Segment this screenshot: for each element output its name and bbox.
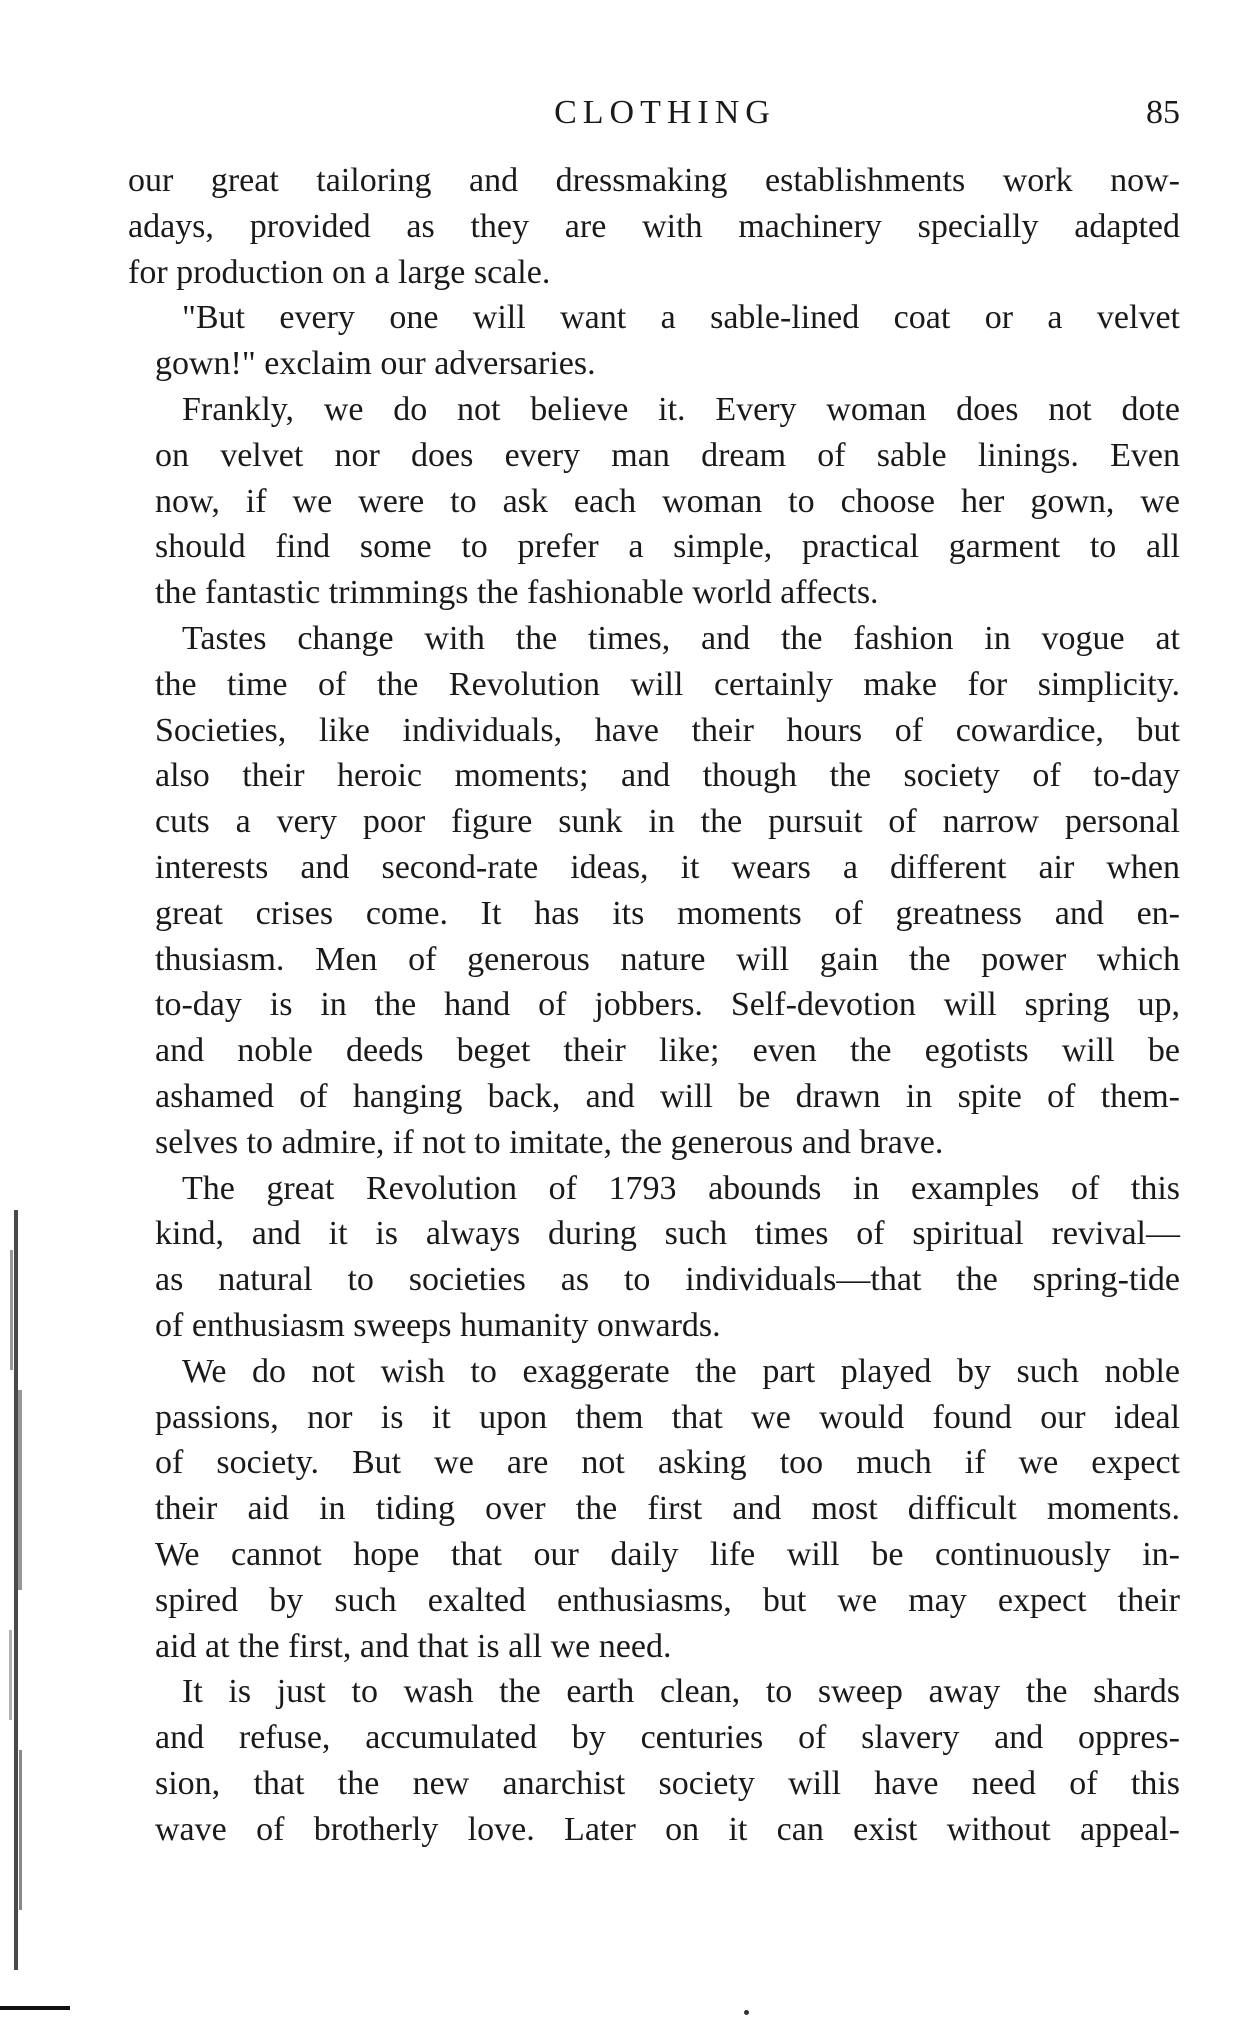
text-line: sion, that the new anarchist society will have need of this (155, 1764, 1180, 1802)
paragraph (128, 1669, 1180, 1852)
text-line: our great tailoring and dressmaking establishments work now- (128, 162, 1180, 199)
text-line: passions, nor is it upon them that we would found our ideal (155, 1398, 1180, 1436)
running-title: CLOTHING (554, 94, 776, 131)
text-line: their aid in tiding over the first and most difficult moments. (155, 1490, 1180, 1528)
text-line: thusiasm. Men of generous nature will gain the power which (155, 940, 1180, 978)
text-line: kind, and it is always during such times of spiritual revival— (155, 1215, 1180, 1253)
text-line: Tastes change with the times, and the fashion in vogue at (182, 619, 1180, 657)
text-line: "But every one will want a sable-lined coat or a velvet (182, 299, 1180, 337)
text-line: It is just to wash the earth clean, to sweep away the shards (182, 1673, 1180, 1711)
text-line: We do not wish to exaggerate the part played by such noble (182, 1352, 1180, 1390)
paragraph (128, 616, 1180, 1166)
text-line: also their heroic moments; and though the society of to-day (155, 757, 1180, 795)
text-line: as natural to societies as to individuals—that the spring-tide (155, 1261, 1180, 1299)
text-line: and refuse, accumulated by centuries of slavery and oppres- (155, 1719, 1180, 1757)
text-line: gown!" exclaim our adversaries. (155, 345, 596, 383)
text-line: The great Revolution of 1793 abounds in examples of this (182, 1169, 1180, 1207)
text-line: of society. But we are not asking too much if we expect (155, 1444, 1180, 1482)
text-line: should find some to prefer a simple, practical garment to all (155, 528, 1180, 566)
text-line: spired by such exalted enthusiasms, but we may expect their (155, 1581, 1180, 1619)
text-line: ashamed of hanging back, and will be drawn in spite of them- (155, 1077, 1180, 1115)
text-line: of enthusiasm sweeps humanity onwards. (155, 1306, 721, 1344)
paragraph (128, 295, 1180, 387)
text-line: selves to admire, if not to imitate, the generous and brave. (155, 1123, 944, 1161)
paragraph (128, 1349, 1180, 1670)
body-text (128, 158, 1180, 1852)
text-line: cuts a very poor figure sunk in the pursuit of narrow personal (155, 803, 1180, 841)
text-line: to-day is in the hand of jobbers. Self-devotion will spring up, (155, 986, 1180, 1024)
text-line: Frankly, we do not believe it. Every woman does not dote (182, 390, 1180, 428)
paragraph (128, 158, 1180, 295)
page-number: 85 (1146, 94, 1180, 131)
text-line: interests and second-rate ideas, it wears a different air when (155, 848, 1180, 886)
ink-speck (744, 2010, 749, 2015)
text-line: aid at the first, and that is all we need. (155, 1627, 672, 1665)
running-head (150, 88, 1180, 138)
text-line: Societies, like individuals, have their hours of cowardice, but (155, 711, 1180, 749)
paragraph (128, 1166, 1180, 1349)
text-line: great crises come. It has its moments of greatness and en- (155, 894, 1180, 932)
text-line: and noble deeds beget their like; even the egotists will be (155, 1032, 1180, 1070)
paragraph (128, 387, 1180, 616)
binding-edge-shadow (0, 1210, 34, 1970)
bottom-edge-rule (0, 2006, 70, 2010)
text-line: We cannot hope that our daily life will be continuously in- (155, 1535, 1180, 1573)
text-line: now, if we were to ask each woman to choose her gown, we (155, 482, 1180, 520)
text-line: on velvet nor does every man dream of sable linings. Even (155, 436, 1180, 474)
text-line: adays, provided as they are with machinery specially adapted (128, 207, 1180, 245)
text-line: the time of the Revolution will certainly make for simplicity. (155, 665, 1180, 703)
text-line: wave of brotherly love. Later on it can exist without appeal- (155, 1810, 1180, 1848)
text-line: the fantastic trimmings the fashionable world affects. (155, 574, 879, 612)
text-line: for production on a large scale. (128, 253, 551, 291)
